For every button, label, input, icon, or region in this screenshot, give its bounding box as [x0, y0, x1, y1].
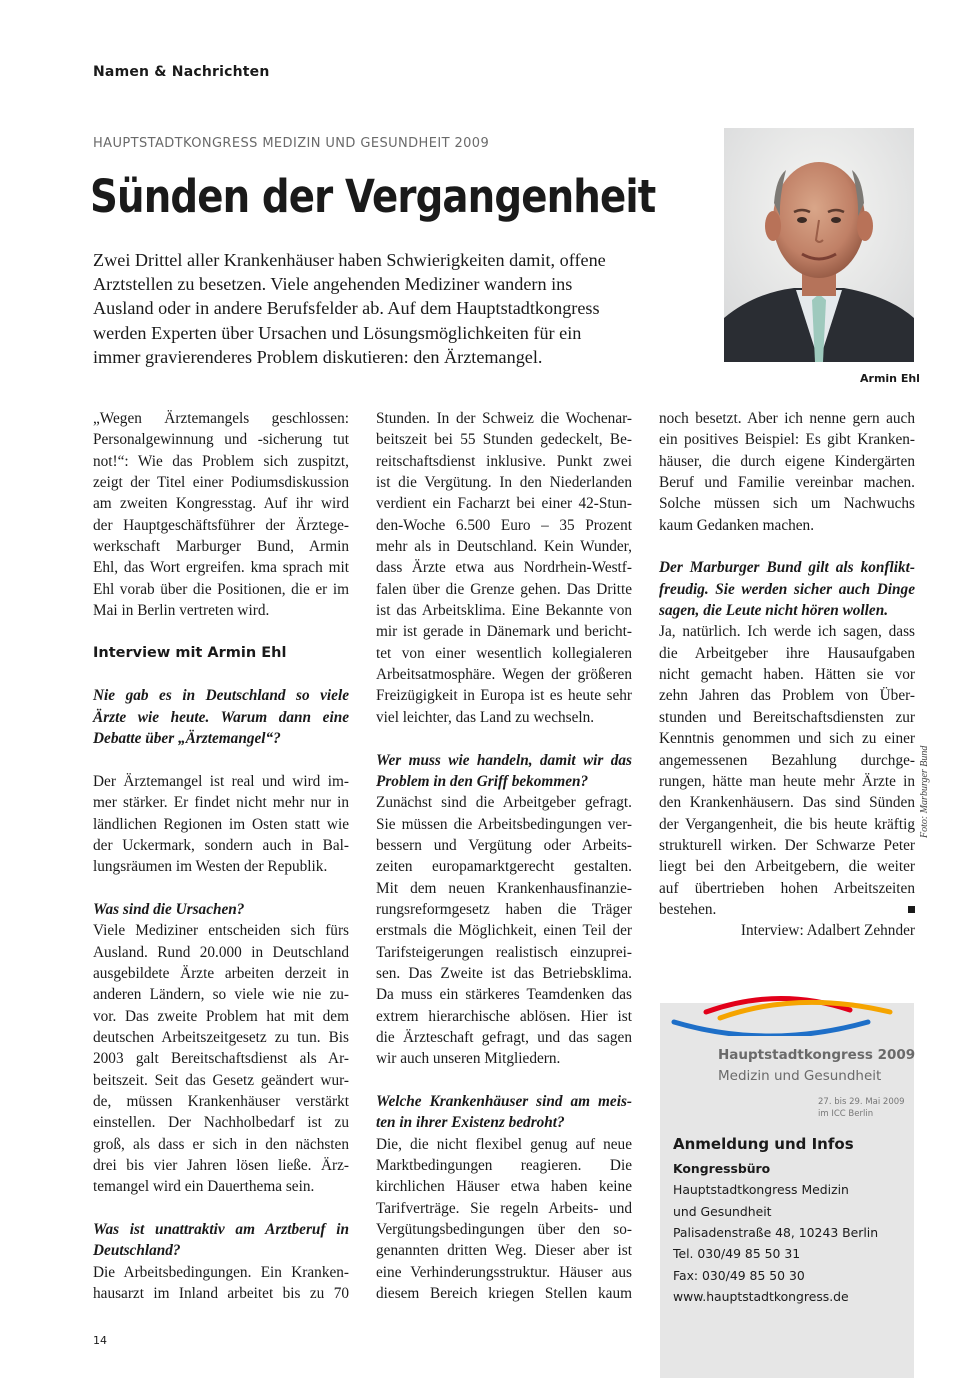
photo-caption: Armin Ehl [860, 372, 920, 385]
text-line: erstmals die Möglichkeit, einen Teil der [376, 922, 632, 940]
text-line: der Vergangenheit, die bis heute kräftig [659, 815, 915, 833]
text-line: genannten dritten Weg. Dieser aber ist [376, 1242, 632, 1260]
contact-details [673, 1158, 878, 1307]
interview-question: ten in ihrer Existenz bedroht? [376, 1114, 565, 1132]
interview-question: Ärzte wie heute. Warum dann eine [93, 708, 349, 726]
interview-question: Der Marburger Bund gilt als konflikt- [659, 559, 915, 577]
text-line: viel leichter, das Land zu wechseln. [376, 708, 595, 726]
text-line: Der Ärztemangel ist real und wird im- [93, 772, 349, 790]
text-line: lungsräumen im Westen der Republik. [93, 858, 328, 876]
closing-word: bestehen. [659, 900, 717, 918]
paragraph-gap [93, 750, 349, 771]
paragraph-gap [93, 664, 349, 685]
text-line: ein positives Beispiel: Es gibt Kranken- [659, 431, 915, 449]
contact-line: Hauptstadtkongress Medizin [673, 1182, 849, 1198]
text-line: den Krankenhäusern. Das sind Sünden [659, 794, 915, 812]
text-line: Stunden. In der Schweiz die Wochenar- [376, 410, 632, 427]
text-line: verdient ein Facharzt bei einer 42-Stun- [376, 495, 632, 513]
interview-question: Was ist unattraktiv am Arztberuf in [93, 1221, 349, 1239]
text-line: rungsreformgesetz haben die Träger [376, 900, 632, 918]
text-line: groß, als dass er sich in den nächsten [93, 1135, 349, 1153]
lead-line: Zwei Drittel aller Krankenhäuser haben Schwierigkeiten damit, offene [93, 250, 606, 270]
interview-question: Problem in den Griff bekommen? [376, 772, 589, 790]
text-line: Tarifsteigerungen realistisch einzuprei- [376, 943, 632, 961]
text-line: Marktbedingungen reagieren. Die [376, 1157, 632, 1175]
interview-question: Debatte über „Ärztemangel“? [93, 730, 281, 748]
text-line: Tarifverträge. Sie regeln Arbeits- und [376, 1199, 632, 1217]
paragraph-gap [376, 728, 632, 749]
logo-arc-orange [720, 1002, 890, 1018]
text-line [659, 899, 915, 920]
congress-logo-title: Hauptstadtkongress 2009 [718, 1047, 916, 1063]
text-line: temangel wird ein Dauerthema sein. [93, 1178, 315, 1196]
text-line: Solche müssen sich um Nachwuchs [659, 495, 915, 513]
text-line: Beruf und Familie vereinbar machen. [659, 474, 915, 492]
text-line: bessern und Vergütung oder Arbeits- [376, 836, 632, 854]
interview-subheading: Interview mit Armin Ehl [93, 644, 287, 661]
portrait-photo [724, 128, 914, 362]
text-line: werkschaft Marburger Bund, Armin [93, 538, 349, 556]
text-line: Kenntnis genommen und sich zu einer [659, 730, 915, 748]
text-line: kirchlichen Häuser etwa haben keine [376, 1178, 632, 1196]
info-box-title: Anmeldung und Infos [673, 1135, 854, 1153]
text-line: beitszeit. Seit das Gesetz geändert wur- [93, 1071, 349, 1089]
text-line: der Hauptgeschäftsführer der Ärztege- [93, 516, 349, 534]
section-label: Namen & Nachrichten [93, 64, 270, 80]
text-line: auf übertrieben hohen Arbeitszeiten [659, 879, 915, 897]
interview-credit: Interview: Adalbert Zehnder [740, 922, 915, 940]
text-line: Da muss ein stärkeres Teamdenken das [376, 986, 632, 1004]
paragraph-gap [93, 878, 349, 899]
text-line: Sie müssen die Arbeitsbedingungen ver- [376, 815, 632, 833]
text-line: sen. Das Zweite ist das Betriebsklima. [376, 964, 632, 982]
logo-arc-blue [674, 1022, 868, 1036]
contact-fax: Fax: 030/49 85 50 30 [673, 1267, 805, 1283]
text-line: Ehl vorab über die Positionen, die er im [93, 580, 349, 598]
page-number: 14 [93, 1334, 107, 1347]
text-line: ausgebildete Ärzte arbeiten derzeit in [93, 964, 349, 982]
article-column-3 [659, 408, 915, 942]
text-line: Vergütungsbedingungen über den so- [376, 1221, 632, 1239]
text-line: reitschaftsdienst inklusive. Punkt zwei [376, 452, 632, 470]
text-line: Mit dem neuen Krankenhausfinanzie- [376, 879, 632, 897]
contact-address: Palisadenstraße 48, 10243 Berlin [673, 1225, 879, 1241]
contact-website-link[interactable]: www.hauptstadtkongress.de [673, 1289, 849, 1305]
congress-dates [818, 1096, 905, 1120]
congress-logo-subtitle: Medizin und Gesundheit [718, 1068, 882, 1084]
article-lead [93, 248, 693, 369]
interview-question: Nie gab es in Deutschland so viele [93, 687, 349, 705]
contact-phone: Tel. 030/49 85 50 31 [673, 1246, 801, 1262]
article-headline: Sünden der Vergangenheit [90, 170, 656, 223]
text-line: ist die Vergütung. In den Niederlanden [376, 474, 632, 492]
text-line: ist das Arbeitsklima. Eine Bekannte von [376, 602, 632, 620]
text-line: zeigt der Titel einer Podiumsdiskussion [93, 474, 349, 492]
congress-logo-arcs [668, 988, 908, 1036]
text-line: die Arbeitgeber ihre Hausaufgaben [659, 644, 915, 662]
end-of-article-mark [908, 906, 915, 913]
text-line: Mai in Berlin vertreten wird. [93, 602, 270, 620]
text-line: Personalgewinnung und -sicherung tut [93, 431, 349, 449]
text-line: falen über die Grenze gehen. Das Dritte [376, 580, 632, 598]
text-line: rungen, hätte man heute mehr Ärzte in [659, 772, 915, 790]
text-line: dass Ärzte etwa aus Nordrhein-Westf- [376, 559, 632, 577]
text-line: Ehl, das Wort ergreifen. kma sprach mit [93, 559, 349, 577]
text-line: not!“: Wie das Problem sich zuspitzt, [93, 452, 349, 470]
text-line: angemessenen Bezahlung durchge- [659, 751, 915, 769]
text-line: wir auch unseren Mitgliedern. [376, 1050, 561, 1068]
text-line: stunden und Bereitschaftsdiensten zur [659, 708, 915, 726]
text-line: „Wegen Ärztemangels geschlossen: [93, 410, 349, 427]
lead-line: immer gravierenderes Problem diskutieren: den Ärztemangel. [93, 346, 543, 367]
text-line: ländlichen Regionen im Osten statt wie [93, 815, 349, 833]
text-line: die Ärzteschaft gefragt, und das sagen [376, 1028, 632, 1046]
paragraph-gap [659, 536, 915, 557]
article-column-2 [376, 408, 632, 1304]
paragraph-gap [93, 1198, 349, 1219]
interview-question: sagen, die Leute nicht hören wollen. [659, 602, 889, 620]
text-line: Zunächst sind die Arbeitgeber gefragt. [376, 794, 632, 812]
text-line: vor. Das zweite Problem hat mit dem [93, 1007, 349, 1025]
text-line: extrem hierarchische ablösen. Hier ist [376, 1007, 632, 1025]
text-line: am zweiten Kongresstag. Auf ihr wird [93, 495, 349, 513]
lead-line: werden Experten über Ursachen und Lösungsmöglichkeiten für ein [93, 322, 582, 343]
text-line: den-Woche 6.500 Euro – 35 Prozent [376, 516, 632, 534]
text-line: Arbeitsatmosphäre. Wegen der größeren [376, 666, 632, 684]
congress-venue-line: im ICC Berlin [818, 1109, 874, 1119]
text-line: anderen Ländern, so viele wie nie zu- [93, 986, 349, 1004]
text-line: Die Arbeitsbedingungen. Ein Kranken- [93, 1263, 349, 1281]
text-line: deutschen Arbeitszeitgesetz zu tun. Bis [93, 1028, 349, 1046]
text-line: einstellen. Der Nachholbedarf ist zu [93, 1114, 349, 1132]
text-line: häuser, die durch eigene Kindergärten [659, 452, 915, 470]
text-line: nicht gemacht haben. Hätten sie vor [659, 666, 915, 684]
office-label: Kongressbüro [673, 1161, 771, 1176]
text-line: Freizügigkeit in Europa ist es heute sehr [376, 687, 632, 705]
text-line: zehn Jahren das Problem von Über- [659, 687, 915, 705]
paragraph-gap [93, 621, 349, 642]
contact-line: und Gesundheit [673, 1203, 772, 1219]
text-line: Ja, natürlich. Ich werde ich sagen, dass [659, 623, 915, 641]
text-line: der Uckermark, sondern auch in Bal- [93, 836, 349, 854]
text-line: drei bis vier Jahren lösen ließe. Ärz- [93, 1157, 349, 1175]
text-line: mehr als in Deutschland. Kein Wunder, [376, 538, 632, 556]
interview-question: Was sind die Ursachen? [93, 900, 245, 918]
text-line: kaum Gedanken machen. [659, 516, 815, 534]
text-line: Die, die nicht flexibel genug auf neue [376, 1135, 632, 1153]
text-line: zeiten europamarktgerecht gestalten. [376, 858, 632, 876]
text-line: noch besetzt. Aber ich nenne gern auch [659, 410, 915, 427]
text-line: strukturell wirken. Der Schwarze Peter [659, 836, 915, 854]
text-line: mir ist gerade in Dänemark und bericht- [376, 623, 632, 641]
text-line: 2003 galt Bereitschaftsdienst als Ar- [93, 1050, 349, 1068]
text-line: beitszeit bei 55 Stunden gedeckelt, Be- [376, 431, 632, 449]
text-line: diesem Bereich kriegen Stellen kaum [376, 1285, 632, 1303]
lead-line: Arztstellen zu besetzen. Viele angehenden Mediziner wandern ins [93, 274, 573, 295]
article-column-1 [93, 408, 349, 1304]
interview-question: freudig. Sie werden sicher auch Dinge [659, 580, 915, 598]
text-line: hausarzt im Inland arbeitet bis zu 70 [93, 1285, 349, 1303]
text-line: eine Verhinderungsstruktur. Häuser aus [376, 1263, 632, 1281]
text-line: de, müssen Krankenhäuser verstärkt [93, 1093, 349, 1110]
text-line: Ausland. Rund 20.000 in Deutschland [93, 943, 349, 961]
text-line: liegt bei den Arbeitgebern, die weiter [659, 858, 915, 876]
text-line: tet von einer wesentlich kollegialeren [376, 644, 632, 662]
paragraph-gap [376, 1070, 632, 1091]
congress-date-line: 27. bis 29. Mai 2009 [818, 1097, 905, 1107]
lead-line: Ausland oder in andere Berufsfelder ab. Auf dem Hauptstadtkongress [93, 298, 600, 319]
interview-question: Welche Krankenhäuser sind am meis- [376, 1093, 632, 1110]
text-line: Viele Mediziner entscheiden sich fürs [93, 922, 349, 940]
photo-credit: Foto: Marburger Bund [919, 745, 930, 838]
interview-question: Wer muss wie handeln, damit wir das [376, 751, 632, 769]
text-line: mer stärker. Er findet nicht mehr nur in [93, 794, 349, 812]
article-kicker: HAUPTSTADTKONGRESS MEDIZIN UND GESUNDHEIT 2009 [93, 136, 490, 151]
interview-question: Deutschland? [93, 1242, 181, 1260]
